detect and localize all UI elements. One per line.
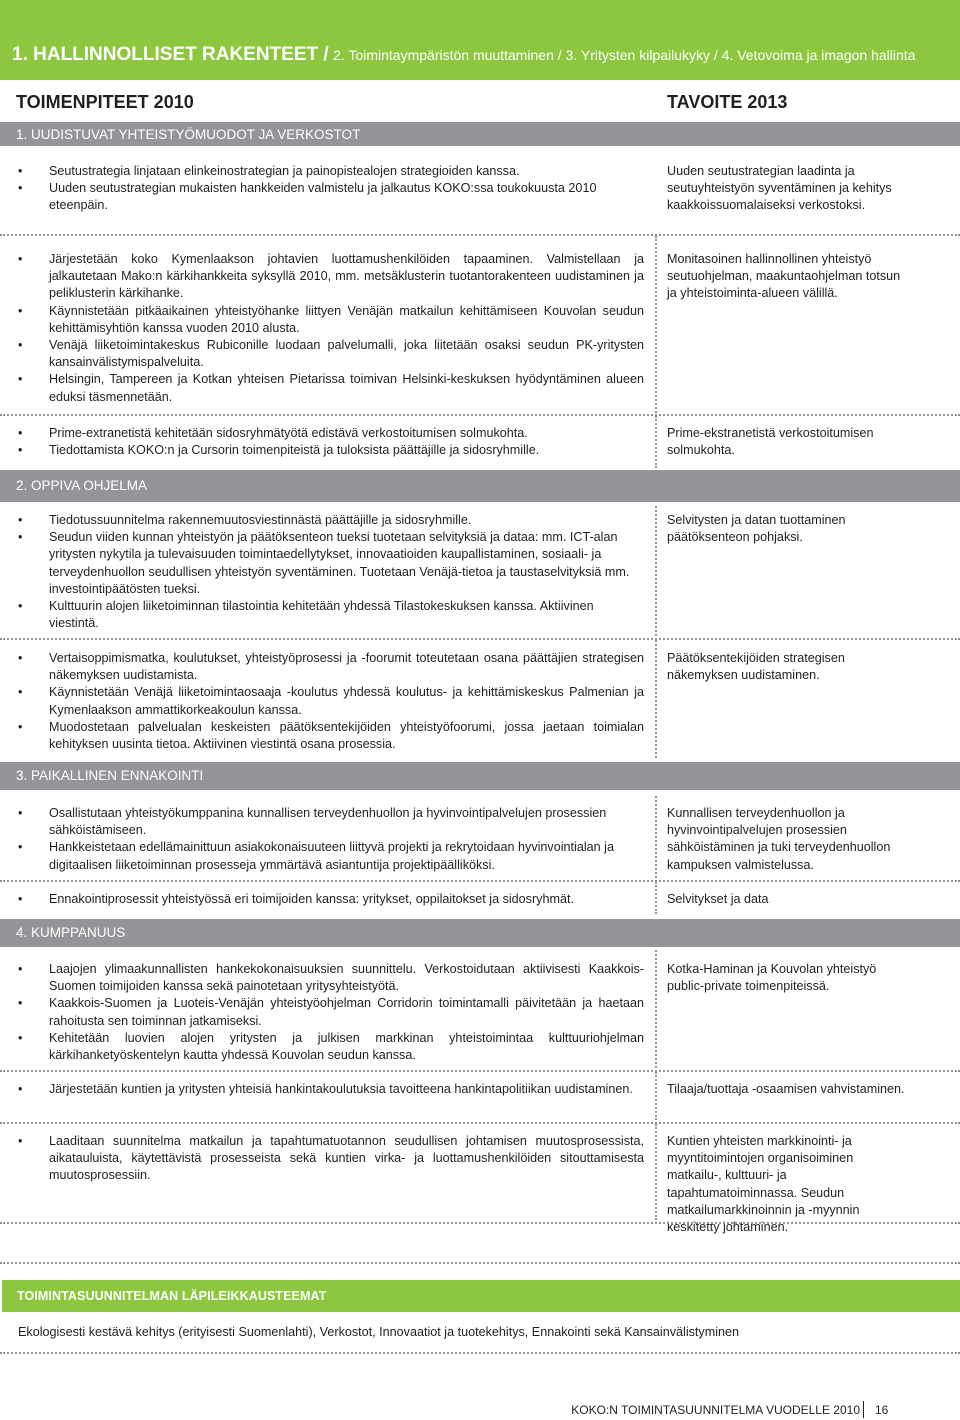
bullet-icon: •	[18, 1082, 23, 1096]
footer-separator	[863, 1401, 864, 1418]
list-item: • Järjestetään kuntien ja yritysten yhteisiä hankintakoulutuksia tavoitteena hankintapolitiikan uudistaminen.	[18, 1081, 644, 1098]
measures-column-heading: TOIMENPITEET 2010	[16, 92, 194, 112]
top-header-bar	[0, 0, 960, 80]
measure-list	[18, 805, 644, 874]
bullet-icon: •	[18, 685, 23, 700]
bullet-icon: •	[18, 1030, 23, 1045]
list-item: • Vertaisoppimismatka, koulutukset, yhteistyöprosessi ja -foorumit toteutetaan osana päättäjien strategisen näkemyksen uudistamista.	[18, 651, 644, 683]
dotted-divider	[0, 1122, 960, 1124]
section-header: 1. UUDISTUVAT YHTEISTYÖMUODOT JA VERKOSTOT	[0, 122, 960, 146]
list-item: • Laaditaan suunnitelma matkailun ja tapahtumatuotannon seudullisen johtamisen muutosprosessista, aikatauluista, käytettävistä prosesseista sekä kuntien virka- ja luottamushenkilöiden sitouttamisesta muutosprosessiin.	[18, 1134, 644, 1183]
bullet-icon: •	[18, 806, 23, 820]
measure-list	[18, 891, 644, 908]
dotted-divider	[0, 638, 960, 640]
bullet-icon: •	[18, 651, 23, 665]
list-item: • Käynnistetään pitkäaikainen yhteistyöhanke liittyen Venäjän matkailun kehittämiseen Kouvolan seudun kehittämisyhtiön kanssa vuoden 2010 alusta.	[18, 303, 644, 335]
page-title	[12, 44, 952, 66]
target-text: Päätöksentekijöiden strategisen näkemyksen uudistaminen.	[667, 651, 845, 683]
list-item: • Kaakkois-Suomen ja Luoteis-Venäjän yhteistyöohjelman Corridorin toimintamalli päivitetään ja haetaan rahoitusta sen toiminnan jatkamiseksi.	[18, 996, 644, 1028]
list-item: • Hankkeistetaan edellämainittuun asiakokonaisuuteen liittyvä projekti ja rekrytoidaan hyvinvointialan ja digitaalisen liiketoiminnan prosesseja ymmärtävä asiantuntija projektipäälliköksi.	[18, 840, 614, 872]
column-divider	[655, 950, 657, 1068]
bullet-icon: •	[18, 530, 23, 545]
target-text: Uuden seutustrategian laadinta ja seutuyhteistyön syventäminen ja kehitys kaakkoissuomalaiseksi verkostoksi.	[667, 164, 892, 213]
measure-list	[18, 425, 644, 459]
bullet-icon: •	[18, 840, 23, 855]
list-item: • Seutustrategia linjataan elinkeinostrategian ja painopistealojen strategioiden kanssa.	[18, 163, 644, 180]
page-footer	[0, 1400, 960, 1420]
column-divider	[655, 1124, 657, 1220]
crosscutting-text: Ekologisesti kestävä kehitys (erityisesti Suomenlahti), Verkostot, Innovaatiot ja tuotekehitys, Ennakointi sekä Kansainvälistyminen	[18, 1325, 740, 1339]
list-item: • Käynnistetään Venäjä liiketoimintaosaaja -koulutus yhdessä koulutus- ja kehittämiskeskus Palmenian ja Kymenlaakson ammattikorkeakoulun kanssa.	[18, 685, 644, 717]
bullet-icon: •	[18, 303, 23, 318]
target-text: Selvitykset ja data	[667, 892, 769, 906]
column-divider	[655, 882, 657, 914]
bullet-icon: •	[18, 443, 23, 458]
bullet-icon: •	[18, 338, 23, 353]
bullet-icon: •	[18, 1134, 23, 1148]
column-divider	[655, 506, 657, 636]
bullet-icon: •	[18, 372, 23, 387]
measure-list	[18, 1133, 644, 1185]
dotted-divider	[0, 880, 960, 882]
dotted-divider	[0, 1222, 960, 1224]
column-divider	[655, 236, 657, 413]
bullet-icon: •	[18, 513, 23, 527]
target-text: Tilaaja/tuottaja -osaamisen vahvistaminen.	[667, 1082, 905, 1096]
column-divider	[655, 1072, 657, 1120]
list-item: • Kehitetään luovien alojen yritysten ja julkisen markkinan yhteistoimintaa kulttuuriohjelman kärkihanketyöskentelyn kautta yhdessä Kouvolan seudun kanssa.	[18, 1030, 644, 1063]
bullet-icon: •	[18, 164, 23, 178]
list-item: • Tiedotussuunnitelma rakennemuutosviestinnästä päättäjille ja sidosryhmille.	[18, 512, 644, 529]
section-header: 4. KUMPPANUUS	[0, 919, 960, 947]
list-item: • Uuden seutustrategian mukaisten hankkeiden valmistelu ja jalkautus KOKO:ssa toukokuusta 2010 eteenpäin.	[18, 181, 597, 213]
bullet-icon: •	[18, 892, 23, 906]
list-item: • Tiedottamista KOKO:n ja Cursorin toimenpiteistä ja tuloksista päättäjille ja sidosryhmille.	[18, 442, 644, 459]
target-text: Kotka-Haminan ja Kouvolan yhteistyö public-private toimenpiteissä.	[667, 962, 877, 994]
target-text: Monitasoinen hallinnollinen yhteistyö seutuohjelman, maakuntaohjelman totsun ja yhteistoiminta-alueen välillä.	[667, 252, 901, 301]
list-item: • Venäjä liiketoimintakeskus Rubiconille luodaan palvelumalli, joka liitetään osaksi seudun PK-yritysten kansainvälistymispalveluita.	[18, 338, 644, 370]
section-header: 3. PAIKALLINEN ENNAKOINTI	[0, 762, 960, 790]
measure-list	[18, 163, 644, 215]
list-item: • Ennakointiprosessit yhteistyössä eri toimijoiden kanssa: yritykset, oppilaitokset ja sidosryhmät.	[18, 891, 644, 908]
measure-list	[18, 1081, 644, 1098]
list-item: • Järjestetään koko Kymenlaakson johtavien luottamushenkilöiden tapaaminen. Valmistellaan ja jalkautetaan Mako:n kärkihankkeita syksyllä 2010, mm. metsäklusterin tuotantorakenteen uudistaminen ja peliklusterin kärkihanke.	[18, 252, 644, 301]
column-divider	[655, 796, 657, 878]
measure-list	[18, 251, 644, 406]
bullet-icon: •	[18, 252, 23, 266]
bullet-icon: •	[18, 181, 23, 196]
list-item: • Seudun viiden kunnan yhteistyön ja päätöksenteon tueksi tuotetaan selvityksiä ja dataa: mm. ICT-alan yritysten nykytila ja tulevaisuuden toimintaedellytykset, innovaatioiden kaupallistaminen, sosiaali- ja terveydenhuollon seudullisen yhteistyön syventäminen. Tuotetaan Venäjä-tietoa ja taustaselvityksiä mm. investointipäätösten tueksi.	[18, 530, 630, 596]
column-divider	[655, 640, 657, 758]
crosscutting-header: TOIMINTASUUNNITELMAN LÄPILEIKKAUSTEEMAT	[2, 1280, 960, 1312]
page-number: 16	[875, 1403, 889, 1417]
measure-list	[18, 650, 644, 753]
bullet-icon: •	[18, 599, 23, 614]
column-divider	[655, 416, 657, 468]
list-item: • Kulttuurin alojen liiketoiminnan tilastointia kehitetään yhdessä Tilastokeskuksen kanssa. Aktiivinen viestintä.	[18, 599, 594, 631]
bullet-icon: •	[18, 426, 23, 440]
target-column-heading: TAVOITE 2013	[667, 92, 788, 112]
bullet-icon: •	[18, 996, 23, 1011]
measure-list	[18, 512, 644, 632]
target-text: Kuntien yhteisten markkinointi- ja myyntitoimintojen organisoiminen matkailu-, kulttuuri- ja tapahtumatoiminnassa. Seudun matkailumarkkinoinnin ja -myynnin keskitetty johtaminen.	[667, 1134, 860, 1235]
footer-title: KOKO:N TOIMINTASUUNNITELMA VUODELLE 2010	[571, 1403, 860, 1417]
section-header: 2. OPPIVA OHJELMA	[0, 470, 960, 502]
dotted-divider	[0, 1070, 960, 1072]
target-text: Kunnallisen terveydenhuollon ja hyvinvointipalvelujen prosessien sähköistäminen ja tuki terveydenhuollon kampuksen valmistelussa.	[667, 806, 891, 872]
page-title-main: 1. HALLINNOLLISET RAKENTEET /	[12, 44, 329, 65]
list-item: • Osallistutaan yhteistyökumppanina kunnallisen terveydenhuollon ja hyvinvointipalvelujen prosessien sähköistämiseen.	[18, 806, 607, 838]
dotted-divider	[0, 234, 960, 236]
target-text: Prime-ekstranetistä verkostoitumisen solmukohta.	[667, 426, 874, 458]
list-item: • Muodostetaan palvelualan keskeisten päätöksentekijöiden yhteistyöfoorumi, jossa jaetaan toimialan kehityksen uusinta tietoa. Aktiivinen viestintä osana prosessia.	[18, 719, 644, 752]
list-item: • Prime-extranetistä kehitetään sidosryhmätyötä edistävä verkostoitumisen solmukohta.	[18, 425, 644, 442]
dotted-divider	[0, 1352, 960, 1354]
bullet-icon: •	[18, 719, 23, 734]
dotted-divider	[0, 1262, 960, 1264]
list-item: • Helsingin, Tampereen ja Kotkan yhteisen Pietarissa toimivan Helsinki-keskuksen hyödyntäminen alueen eduksi täsmennetään.	[18, 372, 644, 404]
list-item: • Laajojen ylimaakunnallisten hankekokonaisuuksien suunnittelu. Verkostoidutaan aktiivisesti Kaakkois-Suomen toimijoiden kanssa sekä painotetaan yritysyhteistyötä.	[18, 962, 644, 994]
target-text: Selvitysten ja datan tuottaminen päätöksenteon pohjaksi.	[667, 513, 846, 545]
measure-list	[18, 961, 644, 1064]
bullet-icon: •	[18, 962, 23, 976]
dotted-divider	[0, 414, 960, 416]
page-title-rest: 2. Toimintaympäristön muuttaminen / 3. Yritysten kilpailukyky / 4. Vetovoima ja imagon hallinta	[333, 47, 916, 63]
